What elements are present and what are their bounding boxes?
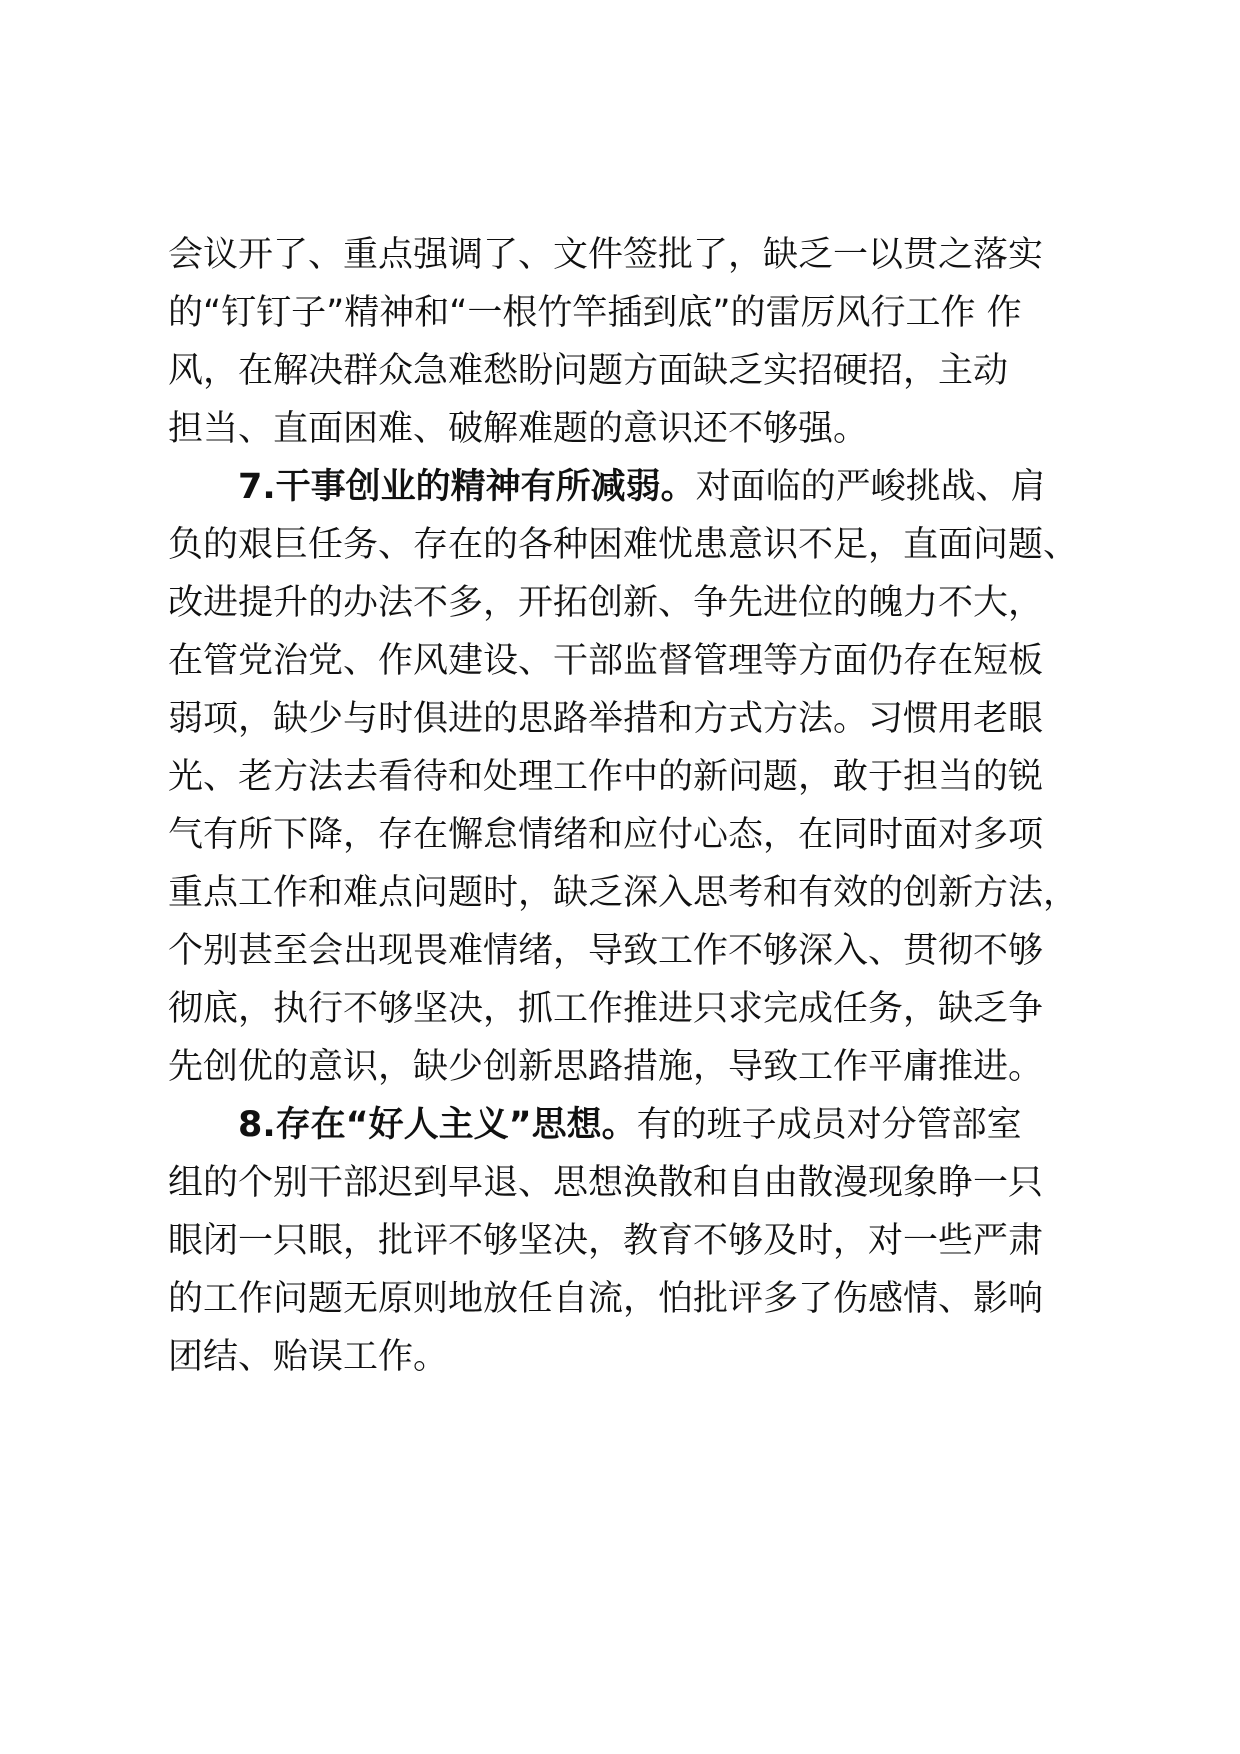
text-line: 担当、直面困难、破解难题的意识还不够强。 xyxy=(168,409,869,449)
item-heading: 8.存在“好人主义”思想。 xyxy=(238,1105,637,1145)
text-line: 眼闭一只眼，批评不够坚决，教育不够及时，对一些严肃 xyxy=(168,1221,1044,1261)
text-line: 弱项，缺少与时俱进的思路举措和方式方法。习惯用老眼 xyxy=(168,699,1044,739)
text-line: 气有所下降，存在懈怠情绪和应付心态，在同时面对多项 xyxy=(168,815,1044,855)
text-line: 会议开了、重点强调了、文件签批了，缺乏一以贯之落实 xyxy=(168,235,1044,275)
text-line: 组的个别干部迟到早退、思想涣散和自由散漫现象睁一只 xyxy=(168,1163,1044,1203)
text-line: 风，在解决群众急难愁盼问题方面缺乏实招硬招，主动 xyxy=(168,351,1009,391)
paragraph-continuation xyxy=(168,226,1088,458)
text-line: 的“钉钉子”精神和“一根竹竿插到底”的雷厉风行工作 作 xyxy=(168,293,1022,333)
body-text xyxy=(168,226,1088,1386)
text-line-first xyxy=(168,458,1088,516)
text-run: 对面临的严峻挑战、肩 xyxy=(695,467,1046,507)
text-line-first xyxy=(168,1096,1088,1154)
paragraph-item-7 xyxy=(168,458,1088,1096)
text-line: 彻底，执行不够坚决，抓工作推进只求完成任务，缺乏争 xyxy=(168,989,1044,1029)
text-line: 个别甚至会出现畏难情绪，导致工作不够深入、贯彻不够 xyxy=(168,931,1044,971)
text-line: 团结、贻误工作。 xyxy=(168,1337,449,1377)
text-line: 重点工作和难点问题时，缺乏深入思考和有效的创新方法， xyxy=(168,873,1079,913)
text-line: 改进提升的办法不多，开拓创新、争先进位的魄力不大， xyxy=(168,583,1044,623)
text-run: 有的班子成员对分管部室 xyxy=(636,1105,1022,1145)
text-line: 负的艰巨任务、存在的各种困难忧患意识不足，直面问题、 xyxy=(168,525,1079,565)
text-line: 的工作问题无原则地放任自流，怕批评多了伤感情、影响 xyxy=(168,1279,1044,1319)
text-line: 先创优的意识，缺少创新思路措施，导致工作平庸推进。 xyxy=(168,1047,1044,1087)
text-line: 光、老方法去看待和处理工作中的新问题，敢于担当的锐 xyxy=(168,757,1044,797)
paragraph-item-8 xyxy=(168,1096,1088,1386)
item-heading: 7.干事创业的精神有所减弱。 xyxy=(238,467,696,507)
text-line: 在管党治党、作风建设、干部监督管理等方面仍存在短板 xyxy=(168,641,1044,681)
